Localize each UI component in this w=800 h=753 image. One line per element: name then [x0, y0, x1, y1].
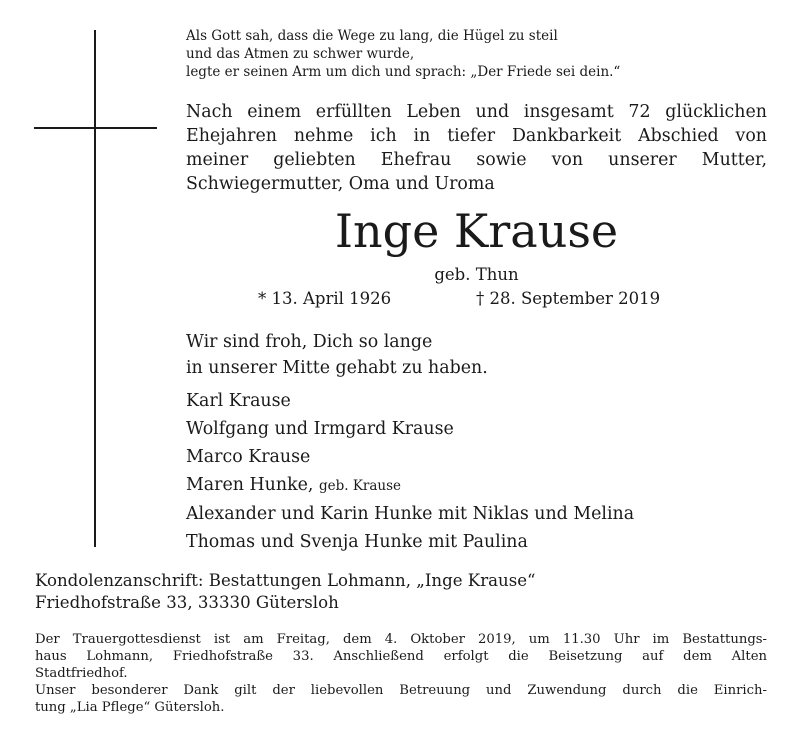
- family-member-name: Maren Hunke,: [186, 475, 314, 495]
- cross-vertical-bar: [94, 30, 96, 547]
- intro-line: Schwiegermutter, Oma und Uroma: [186, 174, 495, 194]
- family-member: Thomas und Svenja Hunke mit Paulina: [186, 532, 528, 552]
- birth-name: geb. Thun: [434, 265, 519, 284]
- intro-line: Nach einem erfüllten Leben und insgesamt 72 glücklichen: [186, 102, 767, 122]
- notes-line: Der Trauergottesdienst ist am Freitag, dem 4. Oktober 2019, um 11.30 Uhr im Bestattungs-: [35, 632, 767, 647]
- death-date: † 28. September 2019: [476, 289, 661, 308]
- family-member: Wolfgang und Irmgard Krause: [186, 419, 454, 439]
- birth-date: * 13. April 1926: [258, 289, 392, 308]
- family-member-maren: [186, 471, 634, 500]
- saying-line: in unserer Mitte gehabt zu haben.: [186, 358, 488, 378]
- notes-line: Stadtfriedhof.: [35, 666, 128, 681]
- family-members-list: [186, 387, 634, 556]
- cross-horizontal-bar: [34, 127, 157, 129]
- family-member-birth-name: geb. Krause: [318, 478, 402, 494]
- saying: [186, 329, 488, 381]
- family-member: Alexander und Karin Hunke mit Niklas und Melina: [186, 504, 635, 524]
- notes-line: Unser besonderer Dank gilt der liebevollen Betreuung und Zuwendung durch die Einrich-: [35, 683, 767, 698]
- family-member: Karl Krause: [186, 391, 291, 411]
- saying-line: Wir sind froh, Dich so lange: [186, 332, 433, 352]
- condolence-address: [35, 570, 536, 614]
- intro-line: Ehejahren nehme ich in tiefer Dankbarkeit Abschied von: [186, 126, 767, 146]
- notes-line: haus Lohmann, Friedhofstraße 33. Anschließend erfolgt die Beisetzung auf dem Alten: [35, 649, 767, 664]
- motto-verse: [186, 27, 746, 81]
- condolence-line: Kondolenzanschrift: Bestattungen Lohmann, „Inge Krause“: [35, 571, 536, 590]
- intro-line: meiner geliebten Ehefrau sowie von unserer Mutter,: [186, 150, 767, 170]
- condolence-line: Friedhofstraße 33, 33330 Gütersloh: [35, 593, 339, 612]
- service-notes: [35, 631, 767, 716]
- motto-line: und das Atmen zu schwer wurde,: [186, 46, 415, 62]
- family-member: Marco Krause: [186, 447, 311, 467]
- motto-line: Als Gott sah, dass die Wege zu lang, die Hügel zu steil: [186, 28, 558, 44]
- notes-line: tung „Lia Pflege“ Gütersloh.: [35, 700, 225, 715]
- intro-paragraph: [186, 100, 767, 196]
- motto-line: legte er seinen Arm um dich und sprach: „Der Friede sei dein.“: [186, 64, 621, 80]
- deceased-name: Inge Krause: [334, 204, 619, 258]
